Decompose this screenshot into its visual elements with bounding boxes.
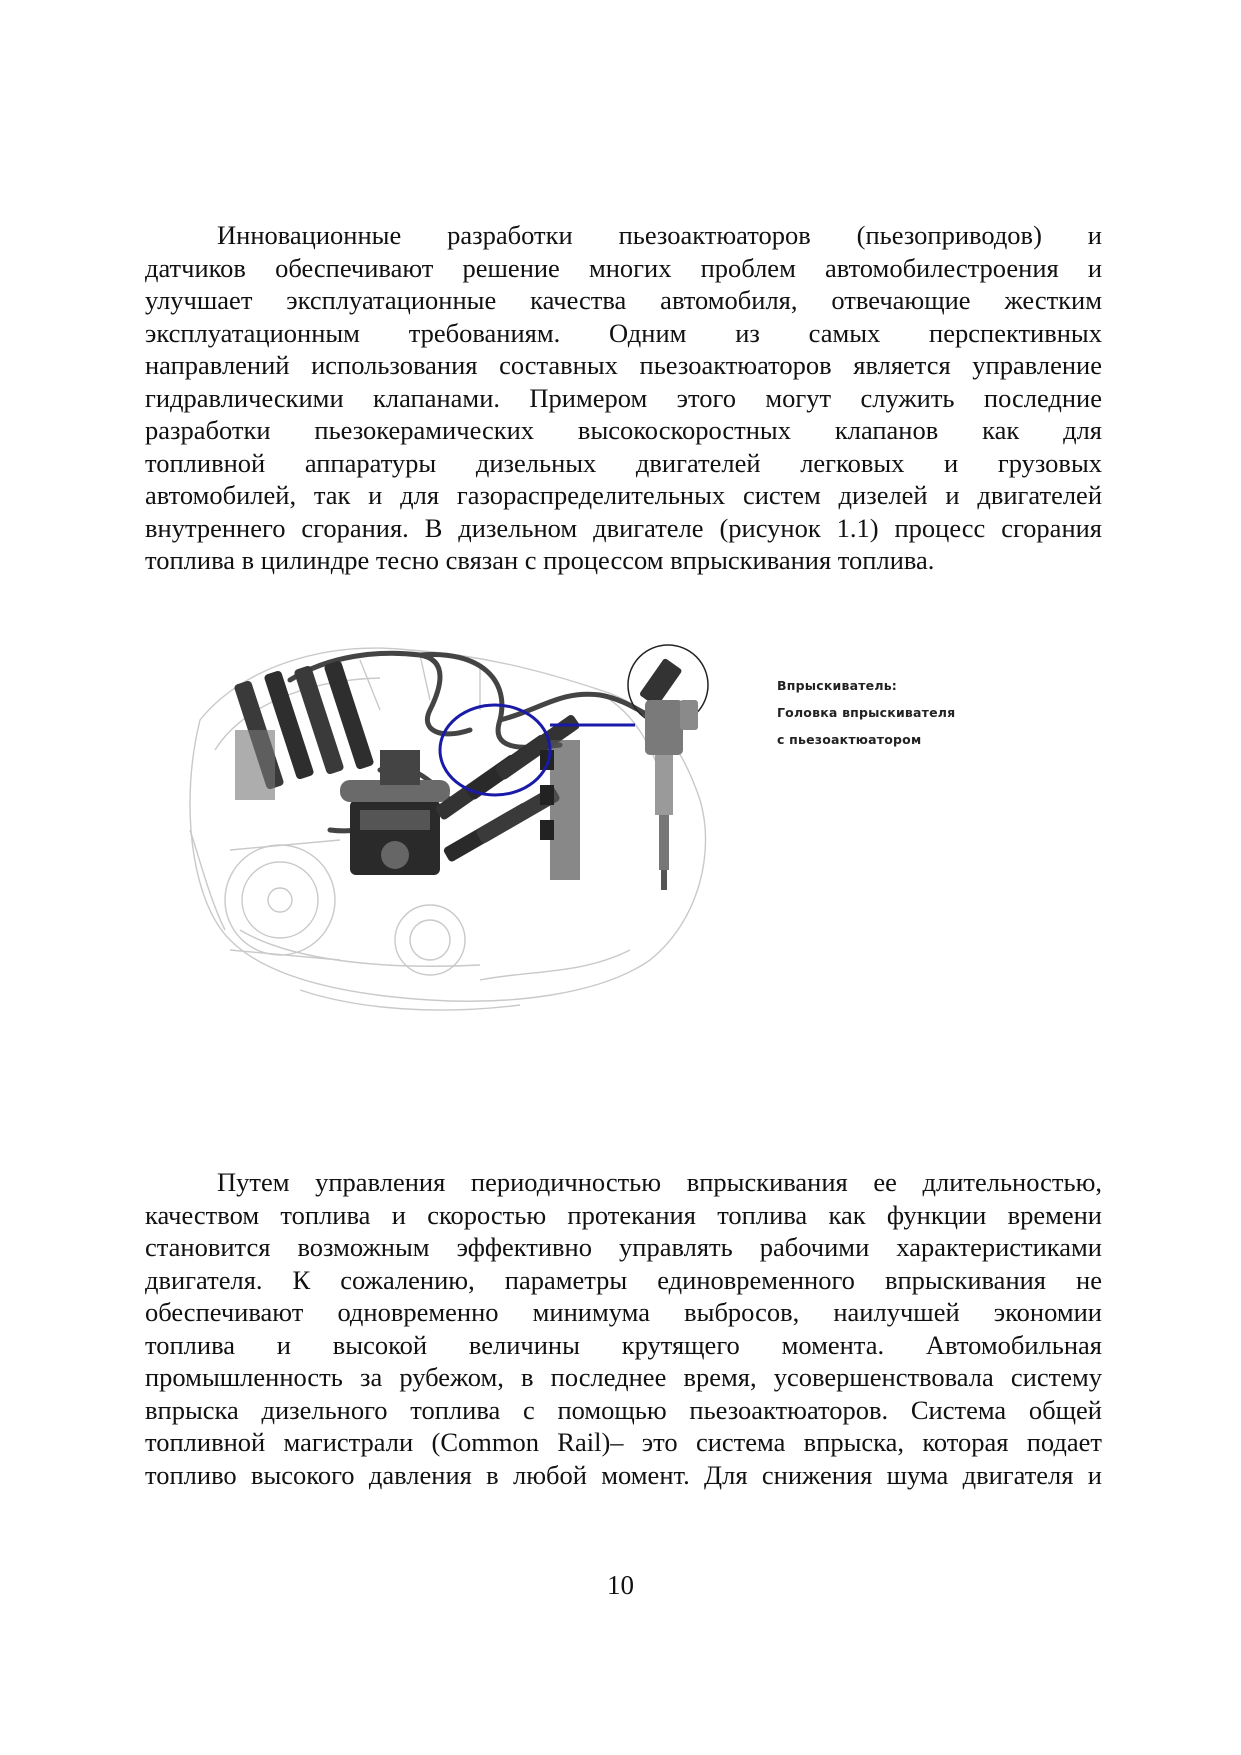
paragraph-line: разработки пьезокерамических высокоскоростных клапанов как для (145, 415, 1102, 445)
figure-label-injector: Впрыскиватель: (777, 678, 897, 693)
engine-injector-figure (180, 600, 960, 1020)
paragraph-line: Путем управления периодичностью впрыскивания ее длительностью, (217, 1167, 1102, 1197)
paragraph-line: топливо высокого давления в любой момент. Для снижения шума двигателя и (145, 1459, 1102, 1490)
paragraph-line: качеством топлива и скоростью протекания топлива как функции времени (145, 1199, 1102, 1230)
right-injectors (434, 713, 581, 880)
paragraph-line: двигателя. К сожалению, параметры единовременного впрыскивания не (145, 1264, 1102, 1295)
figure-label-head: Головка впрыскивателя (777, 705, 956, 720)
paragraph-line: обеспечивают одновременно минимума выбросов, наилучшей экономии (145, 1297, 1102, 1327)
engine-illustration (180, 600, 960, 1020)
paragraph-line: промышленность за рубежом, в последнее время, усовершенствовала систему (145, 1362, 1102, 1392)
injector-detail (628, 645, 708, 890)
paragraph-line: Инновационные разработки пьезоактюаторов (пьезоприводов) и (217, 220, 1102, 250)
paragraph-line: направлений использования составных пьезоактюаторов является управление (145, 350, 1102, 380)
fuel-pump (340, 750, 450, 875)
paragraph-line: топлива и высокой величины крутящего момента. Автомобильная (145, 1329, 1102, 1360)
paragraph-line: становится возможным эффективно управлять рабочими характеристиками (145, 1232, 1102, 1262)
paragraph-1 (145, 219, 1102, 577)
paragraph-line: датчиков обеспечивают решение многих проблем автомобилестроения и (145, 252, 1102, 283)
paragraph-line: автомобилей, так и для газораспределительных систем дизелей и двигателей (145, 480, 1102, 510)
paragraph-line: топливной аппаратуры дизельных двигателей легковых и грузовых (145, 447, 1102, 478)
paragraph-line: топливной магистрали (Common Rail)– это система впрыска, которая подает (145, 1427, 1102, 1457)
page-number: 10 (607, 1570, 634, 1600)
paragraph-line: улучшает эксплуатационные качества автомобиля, отвечающие жестким (145, 285, 1102, 315)
figure-label-piezo: с пьезоактюатором (777, 732, 922, 747)
paragraph-line: эксплуатационным требованиям. Одним из самых перспективных (145, 317, 1102, 348)
paragraph-line: топлива в цилиндре тесно связан с процессом впрыскивания топлива. (145, 545, 935, 575)
paragraph-line: гидравлическими клапанами. Примером этого могут служить последние (145, 382, 1102, 413)
paragraph-2 (145, 1166, 1102, 1491)
paragraph-line: впрыска дизельного топлива с помощью пьезоактюаторов. Система общей (145, 1394, 1102, 1425)
left-injectors (233, 660, 374, 800)
paragraph-line: внутреннего сгорания. В дизельном двигателе (рисунок 1.1) процесс сгорания (145, 512, 1102, 543)
